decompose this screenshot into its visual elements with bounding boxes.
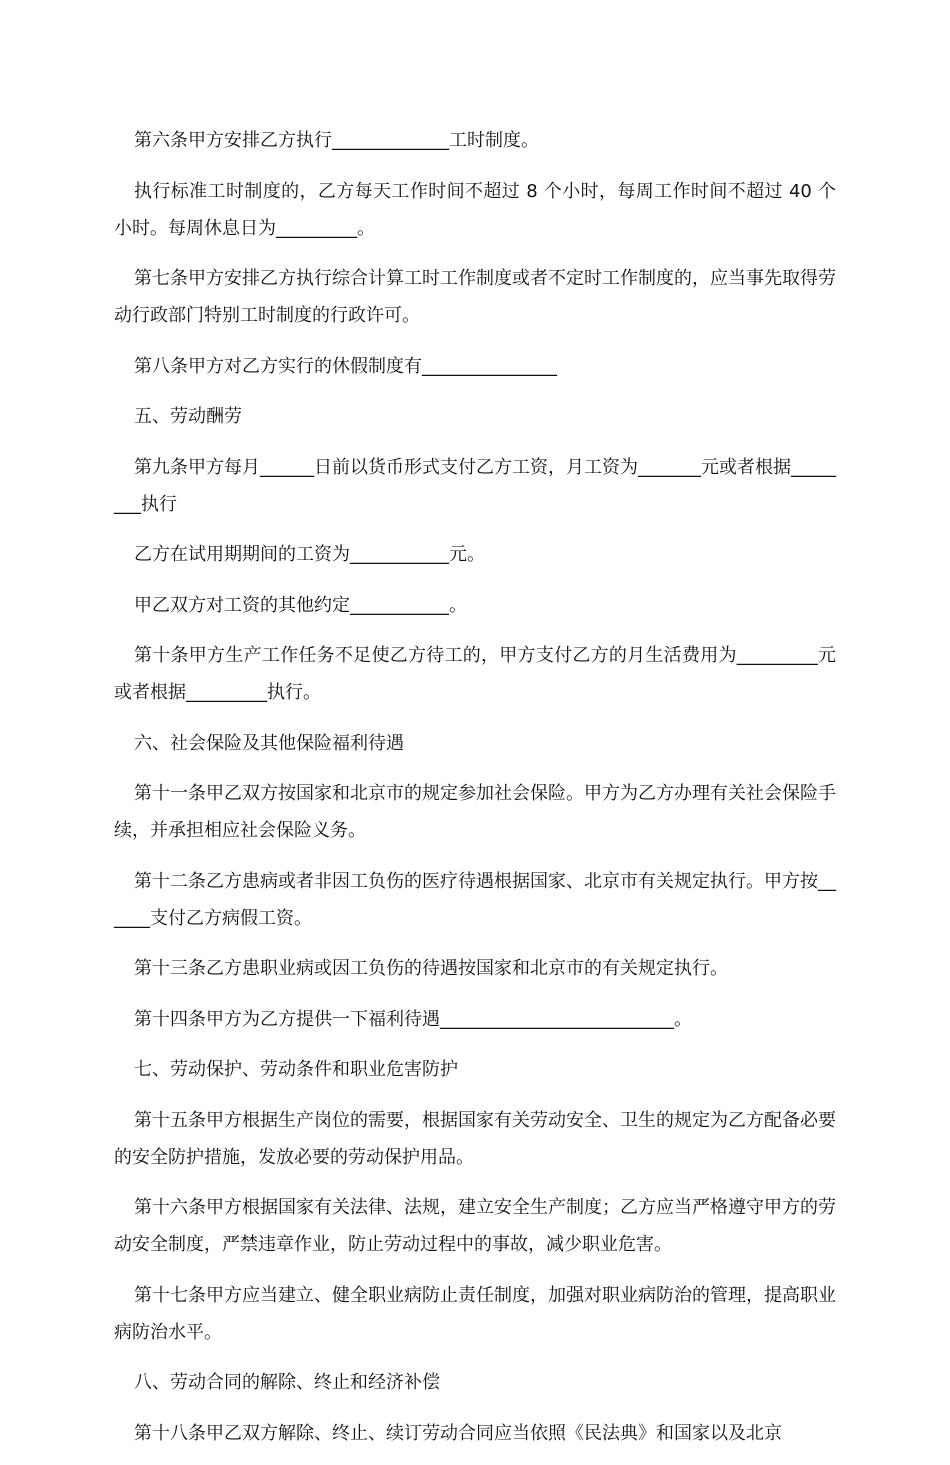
article-16-safety-rules: 第十六条甲方根据国家有关法律、法规，建立安全生产制度；乙方应当严格遵守甲方的劳动安全制度，严禁违章作业，防止劳动过程中的事故，减少职业危害。 — [114, 1197, 836, 1255]
article-18-termination: 第十八条甲乙双方解除、终止、续订劳动合同应当依照《民法典》和国家以及北京 — [134, 1422, 782, 1444]
article-17-occupational-disease: 第十七条甲方应当建立、健全职业病防止责任制度，加强对职业病防治的管理，提高职业病防治水平。 — [114, 1284, 836, 1343]
document-page — [114, 122, 836, 1465]
article-11-social-insurance: 第十一条甲乙双方按国家和北京市的规定参加社会保险。甲方为乙方办理有关社会保险手续，并承担相应社会保险义务。 — [114, 783, 836, 841]
other-wage-agreement-paragraph: 甲乙双方对工资的其他约定___________。 — [134, 594, 467, 616]
article-12-sick-leave: 第十二条乙方患病或者非因工负伤的医疗待遇根据国家、北京市有关规定执行。甲方按______支付乙方病假工资。 — [114, 870, 836, 929]
article-14-benefits: 第十四条甲方为乙方提供一下福利待遇__________________________。 — [134, 1008, 692, 1030]
section-8-heading: 八、劳动合同的解除、终止和经济补偿 — [134, 1372, 440, 1393]
section-5-heading: 五、劳动酬劳 — [134, 406, 242, 427]
article-9-wages: 第九条甲方每月______日前以货币形式支付乙方工资，月工资为_______元或者根据________执行 — [114, 456, 836, 515]
probation-wage-paragraph: 乙方在试用期期间的工资为___________元。 — [134, 544, 485, 565]
section-6-heading: 六、社会保险及其他保险福利待遇 — [134, 732, 404, 754]
section-7-heading: 七、劳动保护、劳动条件和职业危害防护 — [134, 1059, 458, 1080]
article-8-vacation: 第八条甲方对乙方实行的休假制度有_______________ — [134, 355, 557, 377]
article-15-protective-equipment: 第十五条甲方根据生产岗位的需要，根据国家有关劳动安全、卫生的规定为乙方配备必要的安全防护措施，发放必要的劳动保护用品。 — [114, 1109, 836, 1168]
standard-hours-paragraph: 执行标准工时制度的，乙方每天工作时间不超过 8 个小时，每周工作时间不超过 40 个小时。每周休息日为_________。 — [114, 180, 836, 239]
article-10-standby-pay: 第十条甲方生产工作任务不足使乙方待工的，甲方支付乙方的月生活费用为_________元或者根据_________执行。 — [114, 645, 836, 703]
article-6-work-hours: 第六条甲方安排乙方执行_____________工时制度。 — [134, 130, 539, 151]
article-7-special-hours: 第七条甲方安排乙方执行综合计算工时工作制度或者不定时工作制度的，应当事先取得劳动行政部门特别工时制度的行政许可。 — [114, 268, 836, 326]
article-13-occupational-injury: 第十三条乙方患职业病或因工负伤的待遇按国家和北京市的有关规定执行。 — [134, 958, 728, 979]
